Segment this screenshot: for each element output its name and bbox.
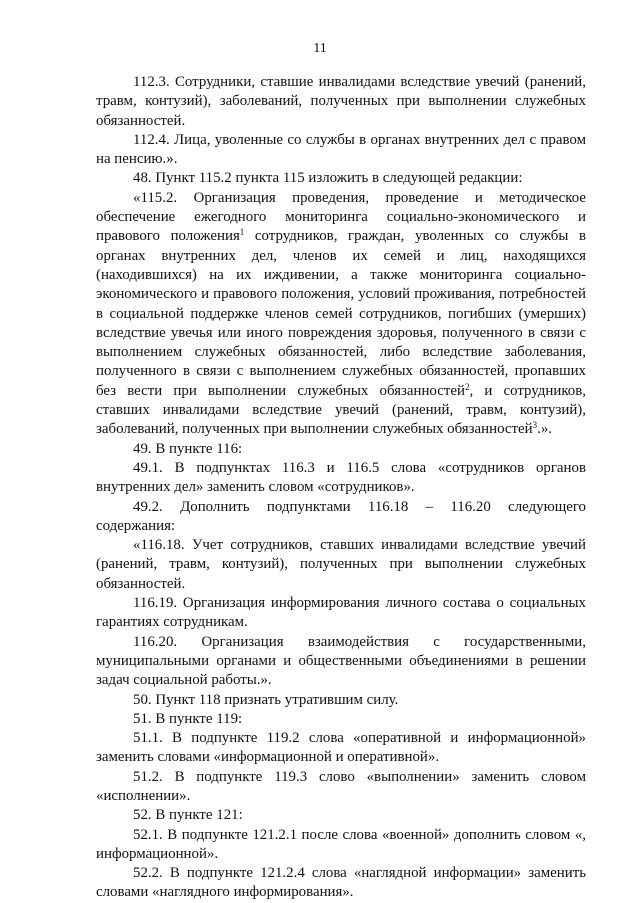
paragraph-text: 116.20. Организация взаимодействия с государственными, муниципальными органами и общественными объединениями в решении задач социальной работы.». (96, 633, 586, 689)
paragraph-text: 112.3. Сотрудники, ставшие инвалидами вследствие увечий (ранений, травм, контузий), заболеваний, полученных при выполнении служебных обязанностей. (96, 74, 586, 129)
footnote-marker: 2 (464, 381, 470, 392)
paragraph-text: 51.2. В подпункте 119.3 слово «выполнении» заменить словом «исполнении». (96, 768, 586, 804)
paragraph (96, 710, 586, 729)
paragraph-text: 52.2. В подпункте 121.2.4 слова «наглядной информации» заменить словами «наглядного информирования». (96, 865, 586, 901)
paragraph-text: 50. Пункт 118 признать утратившим силу. (133, 691, 399, 708)
paragraph-text: 48. Пункт 115.2 пункта 115 изложить в следующей редакции: (133, 170, 523, 187)
paragraph (96, 131, 586, 170)
paragraph-text: «116.18. Учет сотрудников, ставших инвалидами вследствие увечий (ранений, травм, контузий), полученных при выполнении служебных обязанностей. (96, 537, 586, 592)
paragraph-text: .». (537, 421, 552, 438)
paragraph-text: сотрудников, граждан, уволенных со службы в органах внутренних дел, членов их семей и лиц, находящихся (находившихся) на их иждивении, а также мониторинга социально-экономического и правового положения, условий проживания, потребностей в социальной поддержке членов семей сотрудников, погибших (умерших) вследствие увечья или иного повреждения здоровья, полученного в связи с выполнением служебных обязанностей, либо вследствие заболевания, полученного в связи с выполнением служебных обязанностей, пропавших без вести при выполнении служебных обязанностей (96, 228, 586, 399)
paragraph-text: 49.1. В подпунктах 116.3 и 116.5 слова «сотрудников органов внутренних дел» заменить словом «сотрудников». (96, 459, 586, 496)
footnote-marker: 3 (532, 420, 538, 431)
paragraph-text: 49. В пункте 116: (133, 440, 243, 457)
paragraph (96, 768, 586, 807)
paragraph-text: 116.19. Организация информирования личного состава о социальных гарантиях сотрудникам. (96, 595, 586, 631)
paragraph-text: , и сотрудников, ставших инвалидами вследствие увечий (ранений, травм, контузий), заболеваний, полученных при выполнении служебных обязанностей (96, 382, 586, 438)
paragraph (96, 691, 586, 710)
paragraph (96, 189, 586, 440)
page-number: 11 (313, 41, 327, 56)
paragraph (96, 440, 586, 459)
document-body (96, 73, 586, 903)
paragraph-text: 52. В пункте 121: (133, 807, 243, 824)
paragraph (96, 459, 586, 498)
footnote-marker: 1 (239, 227, 245, 238)
paragraph (96, 729, 586, 768)
paragraph-text: 112.4. Лица, уволенные со службы в органах внутренних дел с правом на пенсию.». (96, 131, 586, 168)
paragraph-text: «115.2. Организация проведения, проведение и методическое обеспечение ежегодного мониторинга социально-экономического и правового положения (96, 189, 586, 245)
paragraph (96, 498, 586, 537)
paragraph (96, 594, 586, 633)
paragraph (96, 826, 586, 865)
paragraph-text: 49.2. Дополнить подпунктами 116.18 – 116.20 следующего содержания: (96, 498, 586, 534)
paragraph (96, 73, 586, 131)
paragraph-text: 51. В пункте 119: (133, 710, 243, 727)
paragraph (96, 633, 586, 691)
paragraph-text: 52.1. В подпункте 121.2.1 после слова «военной» дополнить словом «, информационной». (96, 826, 586, 862)
paragraph (96, 806, 586, 825)
paragraph-text: 51.1. В подпункте 119.2 слова «оперативной и информационной» заменить словами «информационной и оперативной». (96, 730, 586, 766)
paragraph (96, 536, 586, 594)
paragraph (96, 169, 586, 188)
paragraph (96, 864, 586, 903)
